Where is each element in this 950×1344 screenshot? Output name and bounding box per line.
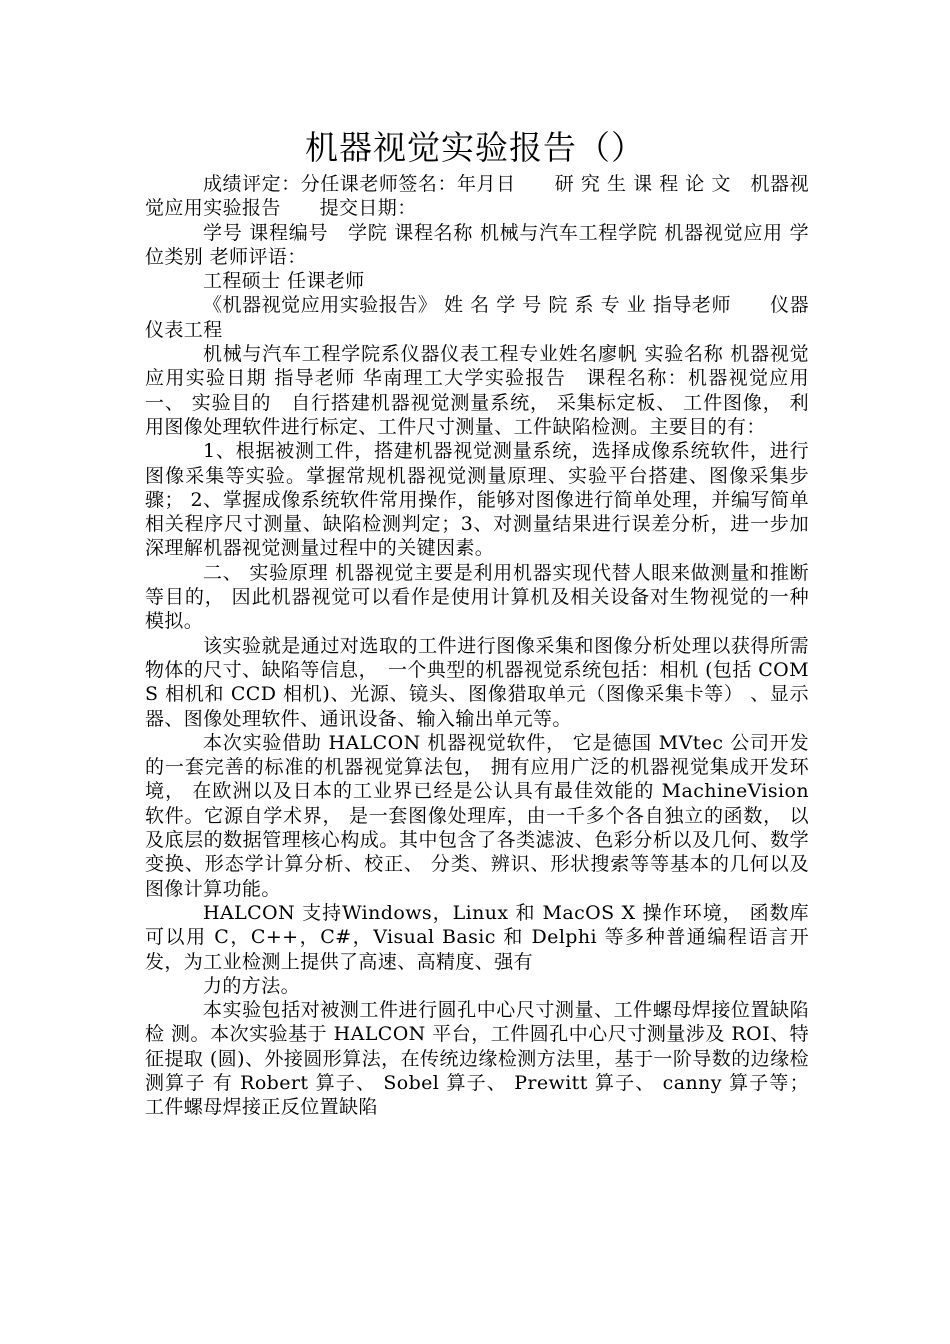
document-body <box>145 172 868 1120</box>
document-title: 机器视觉实验报告（） <box>305 128 645 167</box>
paragraph-halcon-intro: 本次实验借助 HALCON 机器视觉软件， 它是德国 MVtec 公司开发的一套完善的标准的机器视觉算法包， 拥有应用广泛的机器视觉集成开发环境， 在欧洲以及日本的工业界已经是公认具有最佳效能的 MachineVision 软件。它源自学术界， 是一套图像处理库，由一千多个各自独立的函数， 以及底层的数据管理核心构成。其中包含了各类滤波、色彩分析以及几何、数学变换、形态学计算分析、校正、 分类、辨识、形状搜索等等基本的几何以及图像计算功能。 <box>145 731 809 900</box>
paragraph-report-header: 《机器视觉应用实验报告》 姓 名 学 号 院 系 专 业 指导老师 仪器仪表工程 <box>145 294 809 341</box>
paragraph-method: 力的方法。 <box>203 974 301 997</box>
paragraph-halcon-platforms: HALCON 支持Windows，Linux 和 MacOS X 操作环境， 函数库可以用 C，C++，C#，Visual Basic 和 Delphi 等多种普通编程语言开发，为工业检测上提供了高速、高精度、强有 <box>145 901 809 973</box>
paragraph-grading: 成绩评定：分任课老师签名：年月日 研 究 生 课 程 论 文 机器视觉应用实验报告 提交日期： <box>145 173 809 220</box>
paragraph-experiment-content: 本实验包括对被测工件进行圆孔中心尺寸测量、工件螺母焊接位置缺陷检 测。本次实验基于 HALCON 平台，工件圆孔中心尺寸测量涉及 ROI、特征提取 (圆)、外接圆形算法，在传统边缘检测方法里，基于一阶导数的边缘检测算子 有 Robert 算子、 Sobel 算子、 Prewitt 算子、 canny 算子等；工件螺母焊接正反位置缺陷 <box>145 999 809 1119</box>
paragraph-system-components: 该实验就是通过对选取的工件进行图像采集和图像分析处理以获得所需物体的尺寸、缺陷等信息， 一个典型的机器视觉系统包括：相机 (包括 COMS 相机和 CCD 相机)、光源、镜头、图像猎取单元（图像采集卡等） 、显示器、图像处理软件、通讯设备、输入输出单元等。 <box>145 634 809 730</box>
paragraph-experiment-purpose: 机械与汽车工程学院系仪器仪表工程专业姓名廖帆 实验名称 机器视觉应用实验日期 指导老师 华南理工大学实验报告 课程名称：机器视觉应用 一、 实验目的 自行搭建机器视觉测量系统， 采集标定板、 工件图像， 利用图像处理软件进行标定、工件尺寸测量、工件缺陷检测。主要目的有： <box>145 343 868 438</box>
paragraph-degree: 工程硕士 任课老师 <box>203 270 365 293</box>
paragraph-student-info: 学号 课程编号 学院 课程名称 机械与汽车工程学院 机器视觉应用 学位类别 老师评语： <box>145 221 809 268</box>
paragraph-principle: 二、 实验原理 机器视觉主要是利用机器实现代替人眼来做测量和推断等目的， 因此机器视觉可以看作是使用计算机及相关设备对生物视觉的一种模拟。 <box>145 561 809 633</box>
paragraph-purpose-items: 1、根据被测工件，搭建机器视觉测量系统，选择成像系统软件，进行图像采集等实验。掌握常规机器视觉测量原理、实验平台搭建、图像采集步骤； 2、掌握成像系统软件常用操作，能够对图像进行简单处理，并编写简单相关程序尺寸测量、缺陷检测判定；3、对测量结果进行误差分析，进一步加深理解机器视觉测量过程中的关键因素。 <box>145 440 809 560</box>
